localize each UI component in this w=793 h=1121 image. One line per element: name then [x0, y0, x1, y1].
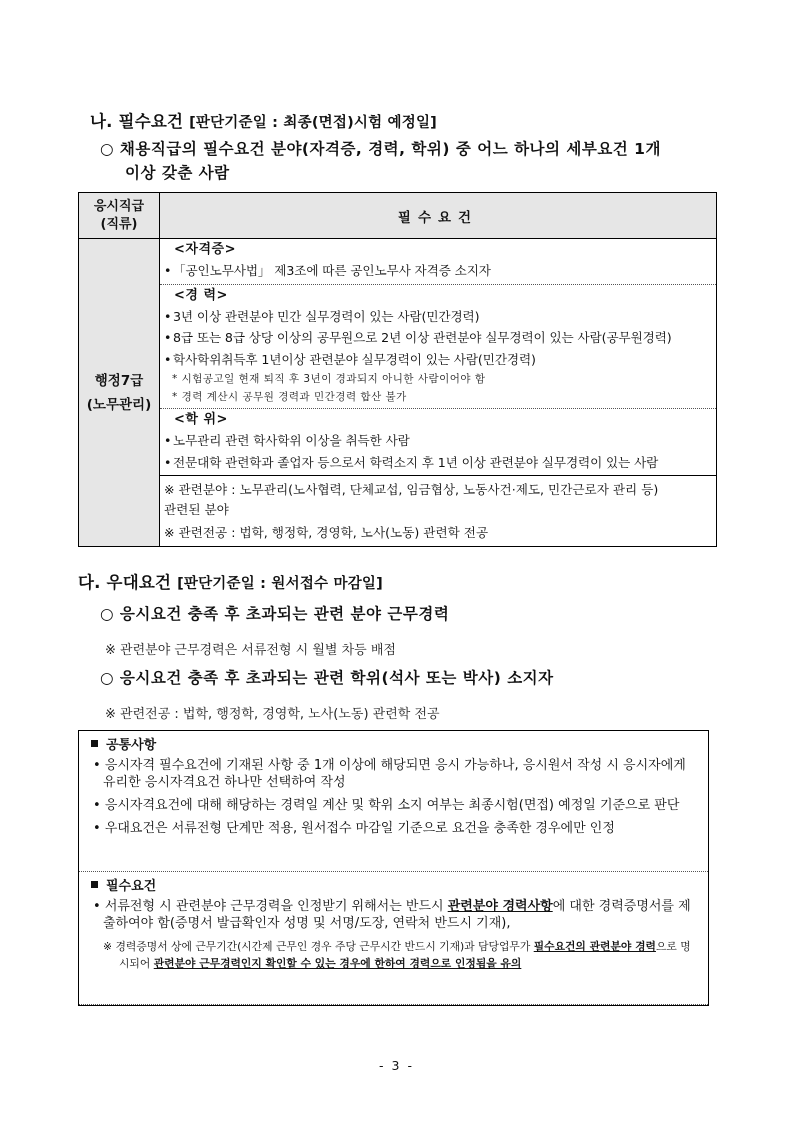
career-note: * 시험공고일 현재 퇴직 후 3년이 경과되지 아니한 사람이어야 함: [172, 373, 486, 385]
career-item: • 3년 이상 관련분야 민간 실무경력이 있는 사람(민간경력): [164, 308, 480, 324]
page-number: - 3 -: [379, 1058, 414, 1073]
section-da-item1: ○ 응시요건 충족 후 초과되는 관련 분야 근무경력: [100, 605, 450, 623]
degree-block: [160, 408, 716, 475]
career-item: • 학사학위취득후 1년이상 관련분야 실무경력이 있는 사람(민간경력): [164, 351, 536, 367]
requirements-cell: [160, 239, 716, 546]
grade-cell: [79, 239, 160, 546]
related-major: ※ 관련전공 : 법학, 행정학, 경영학, 노사(노동) 관련학 전공: [164, 525, 489, 540]
section-na-heading: [90, 108, 437, 132]
career-block: [160, 284, 716, 409]
required-title: 필수요건: [89, 876, 698, 898]
common-item: • 응시자격 필수요건에 기재된 사항 중 1개 이상에 해당되면 응시 가능하나, 응시원서 작성 시 응시자에게 유리한 응시자격요건 하나만 선택하여 작성: [93, 758, 686, 790]
requirements-table: [78, 192, 717, 547]
section-da-title: 다. 우대요건: [78, 573, 172, 592]
section-na-bullet: [100, 137, 661, 185]
cert-item: • 「공인노무사법」 제3조에 따른 공인노무사 자격증 소지자: [164, 263, 491, 278]
career-title: <경 력>: [174, 287, 228, 303]
cert-title: <자격증>: [174, 242, 236, 257]
header-requirements-cell: 필수요건: [397, 209, 479, 226]
table-body-row: [79, 239, 716, 546]
required-note: ※ 경력증명서 상에 근무기간(시간제 근무인 경우 주당 근무시간 반드시 기재)과 담당업무가 필수요건의 관련분야 경력으로 명시되어 관련분야 근무경력인지 확인할 수 있는 경우에 한하여 경력으로 인정됨을 유의: [103, 940, 691, 970]
related-block: [160, 475, 716, 546]
required-section: [79, 871, 708, 1005]
common-item: • 우대요건은 서류전형 단계만 적용, 원서접수 마감일 기준으로 요건을 충족한 경우에만 인정: [93, 821, 615, 836]
degree-item: • 노무관리 관련 학사학위 이상을 취득한 사람: [164, 433, 410, 448]
section-na-bullet-line1: ○ 채용직급의 필수요건 분야(자격증, 경력, 학위) 중 어느 하나의 세부요건 1개: [100, 140, 661, 158]
grade-line1: 행정7급: [94, 372, 144, 389]
common-section: [79, 731, 708, 871]
common-item: • 응시자격요건에 대해 해당하는 경력일 계산 및 학위 소지 여부는 최종시험(면접) 예정일 기준으로 판단: [93, 798, 680, 813]
section-da-note1: ※ 관련분야 근무경력은 서류전형 시 월별 차등 배점: [105, 643, 396, 658]
section-na-criterion: [판단기준일 : 최종(면접)시험 예정일]: [189, 115, 438, 131]
header-grade-line2: (직류): [100, 216, 138, 232]
section-da-criterion: [판단기준일 : 원서접수 마감일]: [177, 576, 383, 592]
square-bullet-icon: [91, 740, 98, 747]
section-na-title: 나. 필수요건: [90, 112, 184, 131]
square-bullet-icon: [91, 881, 98, 888]
career-note: * 경력 계산시 공무원 경력과 민간경력 합산 불가: [172, 391, 407, 403]
career-item: • 8급 또는 8급 상당 이상의 공무원으로 2년 이상 관련분야 실무경력이 있는 사람(공무원경력): [164, 330, 672, 345]
degree-title: <학 위>: [174, 412, 228, 427]
related-field-line1: ※ 관련분야 : 노무관리(노사협력, 단체교섭, 임금협상, 노동사건·제도, 민간근로자 관리 등): [164, 482, 659, 497]
section-da-item2: ○ 응시요건 충족 후 초과되는 관련 학위(석사 또는 박사) 소지자: [100, 669, 554, 687]
degree-item: • 전문대학 관련학과 졸업자 등으로서 학력소지 후 1년 이상 관련분야 실무경력이 있는 사람: [164, 454, 659, 470]
section-na-bullet-line2: 이상 갖춘 사람: [125, 164, 230, 182]
grade-line2: (노무관리): [86, 396, 152, 413]
common-title: 공통사항: [89, 735, 698, 757]
section-da-note2: ※ 관련전공 : 법학, 행정학, 경영학, 노사(노동) 관련학 전공: [105, 707, 440, 722]
header-grade-line1: 응시직급: [93, 198, 145, 214]
required-item: • 서류전형 시 관련분야 근무경력을 인정받기 위해서는 반드시 관련분야 경력사항에 대한 경력증명서를 제출하여야 함(증명서 발급확인자 성명 및 서명/도장, 연락처 반드시 기재),: [93, 899, 691, 931]
header-grade-cell: [79, 193, 160, 238]
related-field-line2: 관련된 분야: [164, 502, 229, 517]
cert-block: [160, 239, 716, 284]
common-info-box: [78, 730, 709, 1006]
table-header-row: [79, 193, 716, 239]
section-da-heading: [78, 569, 383, 593]
